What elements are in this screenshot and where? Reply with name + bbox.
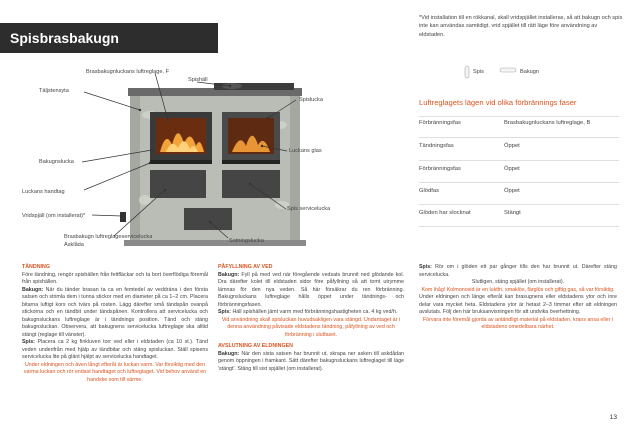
pafyllning-spis-text: Häll spishällen jämt varm med förbränningshastigheten ca. 4 kg ved/h.	[232, 309, 398, 315]
pafyllning-spis	[218, 309, 404, 317]
fire-table-header	[419, 120, 619, 126]
tandning-spis-text: Placera ca 2 kg finkluven torr ved eller i eldstaden (ca 10 st.). Tänd veden underifrån med hjälp av tändbitar och stäng spisluckan. Ställ spisens servicelucka lite på glänt hjälpt av servicelucka handtaget.	[22, 339, 208, 360]
fire-table-phase: Tändningsfas	[419, 143, 454, 149]
fire-table-header-setting: Brasbakugnluckans luftreglage, B	[504, 120, 591, 126]
tandning-bakugn-label: Bakugn:	[22, 286, 44, 293]
label-luftreglage-f: Brasbakugnluckans luftreglage, F	[86, 69, 170, 75]
avslutning-bakugn-label: Bakugn:	[218, 350, 240, 357]
table-row	[419, 188, 619, 194]
tandning-bakugn	[22, 287, 208, 340]
pafyllning-bakugn-label: Bakugn:	[218, 271, 240, 278]
label-sotningslucka: Sotningslucka	[229, 238, 264, 244]
vridspjall	[120, 212, 126, 222]
label-luckans-glas: Luckans glas	[289, 148, 322, 154]
column-right	[419, 264, 617, 332]
avslutning-bakugn-text: När den sista satsen har brunnit ut, skrapa ner asken till askdådan genom öppningen i framkant. Sätt därefter bakugnsluckans luftreglaget till läge 'stängt'. Stäng till sist spjället (om installerat).	[218, 350, 404, 372]
right-closing: Slutligen, stäng spjället (om installerat).	[471, 279, 565, 285]
label-vridspjall: Vridspjäll (om installerat)*	[22, 213, 86, 219]
right-paragraph: Under eldningen och länge efteråt kan brasugnens eller eldstadens ytor och inre delar vara mycket heta. Eldstadens ytor är hetast 2–3 timmar efter att eldningen avslutats. Följ den här bruksanvisningen för att undvika överhettning.	[419, 294, 617, 315]
page-title: Spisbrasbakugn	[0, 23, 218, 53]
right-spis	[419, 264, 617, 279]
tandning-bakugn-text: När du tänder brasan ta ca en femtedel av veddräna i den första satsen och strimla dem i tunna stickor med en diameter på ca 1–2 cm. Placera bitarna luftigt kors och tvärs på rosten. Lägg därefter små tändspån ovanpå stickorna och en tändbit under tändspånen. Kontrollera att servicelucka och bakugnsluckans luftreglage är i tändnings position. Tänd och stäng bakugnsluckan. Observera, att bakugnens servicelucka luftreglage ska alltid stängt (reglage till vänster).	[22, 286, 208, 338]
fire-table-setting: Stängt	[504, 210, 521, 216]
fire-table-phase: Glöden har slocknat	[419, 210, 471, 216]
pafyllning-spis-label: Spis:	[218, 309, 231, 315]
tandning-intro: Före tändning, rengör spishällen från fettfläckar och ta bort överflödiga föremål från spishällen.	[22, 271, 208, 285]
fire-table-phase: Glödfas	[419, 188, 439, 194]
table-row	[419, 210, 619, 216]
installation-note: *Vid installation till en rökkanal, skall vridspjället installeras, så att bakugn och spis inte kan användas samtidigt. vrid spjället till rätt läge före användning av eldstaden.	[419, 15, 623, 38]
page-number: 13	[609, 414, 617, 421]
tandning-spis	[22, 339, 208, 362]
label-servicelucka-luftreglage: Brasbakugn luftreglageservicelucka	[64, 234, 153, 240]
fire-table-title: Luftreglagets lägen vid olika förbrännings faser	[419, 98, 577, 107]
heading-pafyllning: PÅFYLLNING AV VED	[218, 264, 273, 270]
right-spis-label: Spis:	[419, 264, 432, 270]
label-spis-servicelucka: Spis servicelucka	[287, 206, 331, 212]
right-spis-text: Rör om i glöden ett par gånger tills den har brunnit ut. Därefter stäng servicelucka.	[419, 264, 617, 278]
legend-bakugn-swatch	[500, 68, 516, 72]
spishall-ring	[222, 83, 242, 89]
table-row	[419, 143, 619, 149]
heading-avslutning: AVSLUTNING AV ELDNINGEN	[218, 343, 293, 349]
pafyllning-note: Vid användning skall spisluckan huvudsakligen vara stängd. Undantaget är i denna användning påvisade eldstadens tändning, påfyllning av ved och förbränning i slutfaset.	[221, 316, 401, 338]
pafyllning-bakugn-text: Fyll på med ved när föregående vedsats brunnit ned glödande kol. Dra därefter kolet till eldstaden sidor före påfyllning så att tomt utrymme lämnas för den nya veden. Så här försäkrar du ren förbränning. Bakugnsluckans luftreglage hålls öppet under tändnings- och förbränningsfasen.	[218, 271, 404, 308]
fire-table-header-phase: Förbränningsfas	[419, 120, 461, 126]
table-row	[419, 166, 619, 172]
tandning-spis-label: Spis:	[22, 339, 35, 345]
label-spishall: Spishäll	[188, 77, 208, 83]
column-tandning	[22, 264, 208, 384]
tandning-warning: Under eldningen och även långt efteråt är luckan varm. Var försiktig med den varma luckan och rör endast handtaget och luftreglaget. Vid behov använd en handske som till värme.	[23, 361, 207, 383]
label-taljstensyta: Täljstensyta	[39, 88, 69, 94]
fire-table-phase: Förbränningsfas	[419, 166, 461, 172]
sotningslucka-door	[184, 208, 232, 230]
stove-stone-shade-right	[290, 96, 300, 240]
luckans-handtag	[150, 160, 212, 164]
right-warning: Kom ihåg! Kolmonoxid är en luktfri, smaklös, färglös och giftig gas, så var försiktig.	[421, 286, 615, 293]
pafyllning-bakugn	[218, 272, 404, 310]
legend-spis-swatch	[465, 66, 469, 78]
heading-tandning: TÄNDNING	[22, 264, 50, 270]
column-pafyllning	[218, 264, 404, 373]
label-luckans-handtag: Luckans handtag	[22, 189, 65, 195]
legend-bakugn: Bakugn	[520, 69, 539, 75]
label-bakugnslucka: Bakugnslucka	[39, 159, 74, 165]
avslutning-bakugn	[218, 351, 404, 374]
asklada-door	[150, 170, 206, 198]
fire-table-setting: Öppet	[504, 188, 520, 194]
right-storage: Förvara inte föremål gjorda av antändligt material på eldstaden, krans ansa eller i eldstadens omedelbara närhet.	[422, 316, 614, 330]
label-spislucka: Spislucka	[299, 97, 323, 103]
fire-table-setting: Öppet	[504, 143, 520, 149]
legend-spis: Spis	[473, 69, 484, 75]
fire-table-setting: Öppet	[504, 166, 520, 172]
label-asklada: Asklåda	[64, 242, 84, 248]
